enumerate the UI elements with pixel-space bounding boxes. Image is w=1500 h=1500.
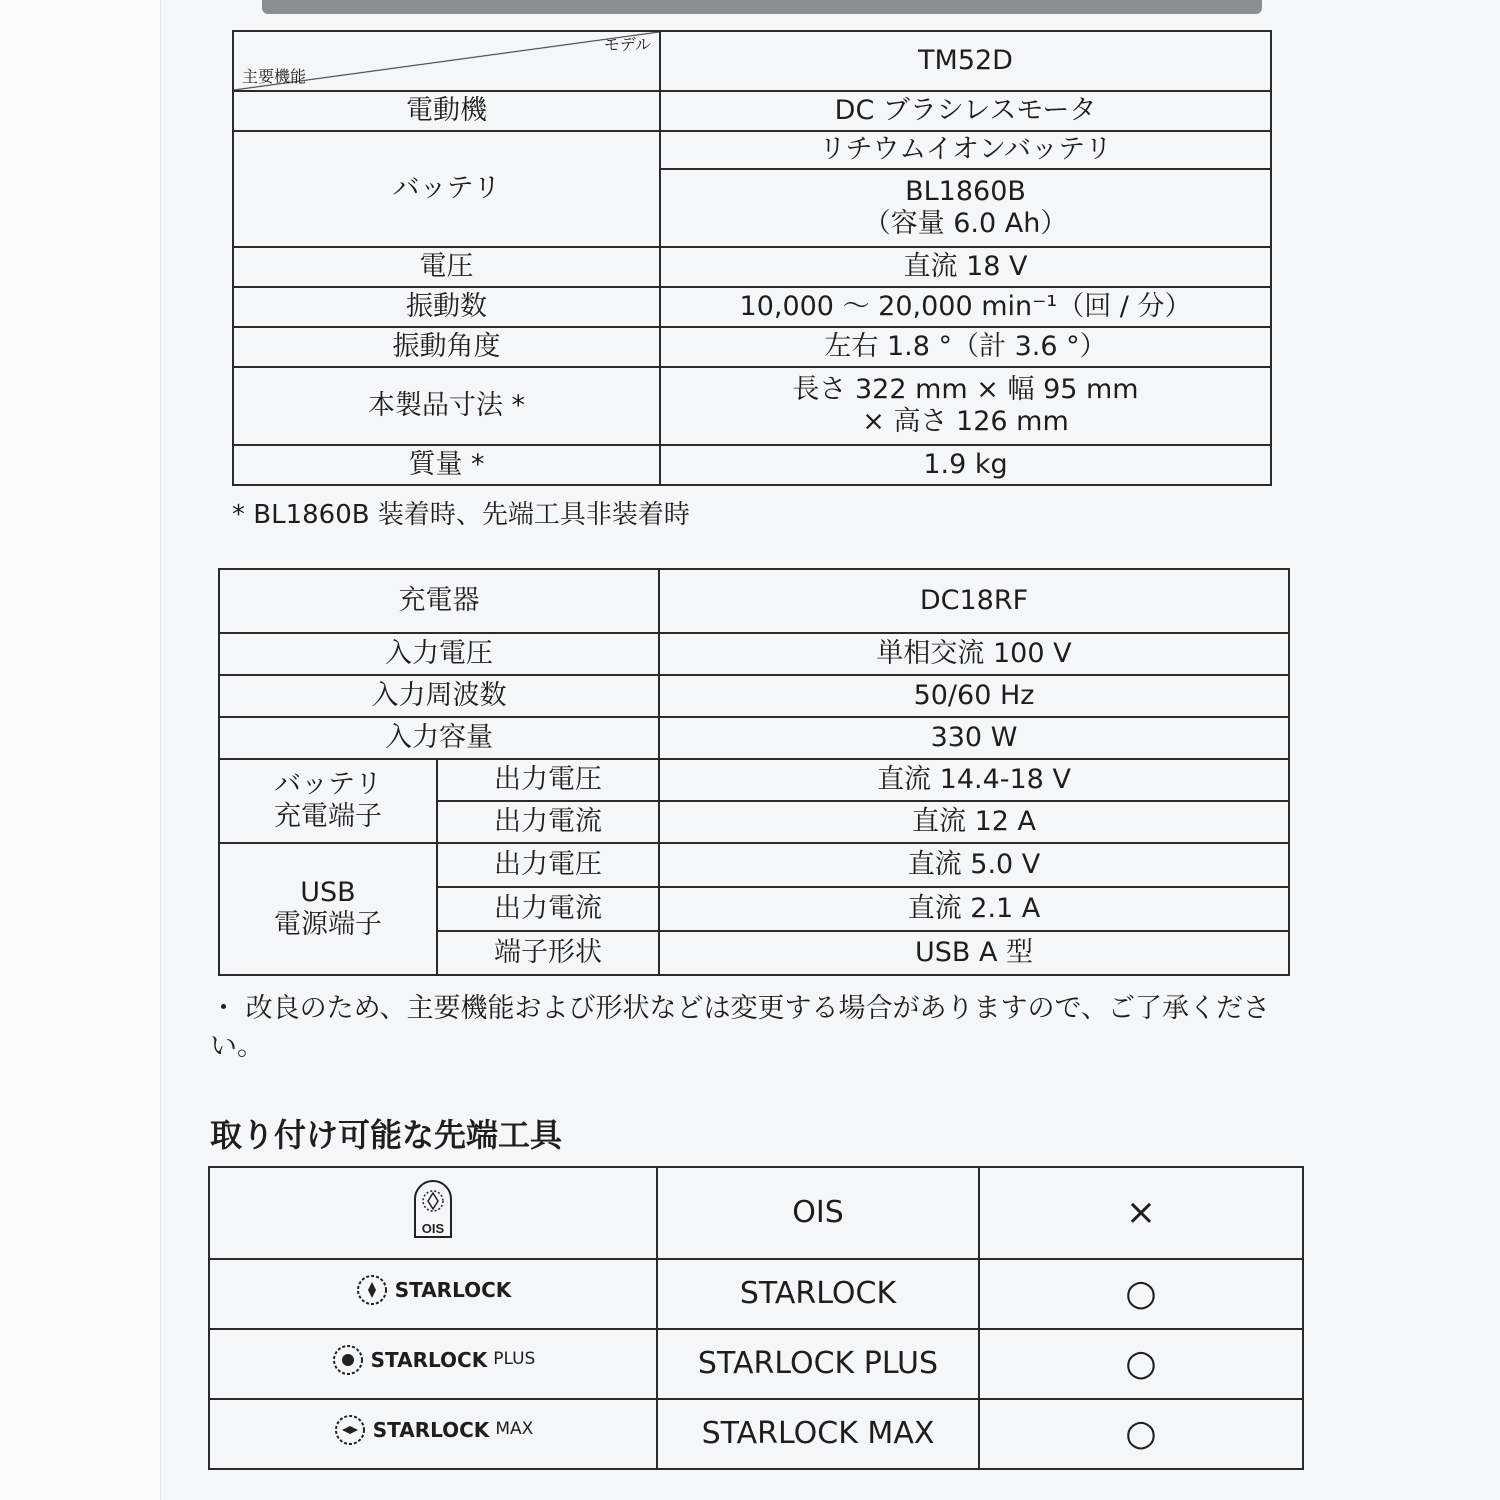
input-voltage-value: 単相交流 100 V [659,633,1289,675]
vibration-label: 振動数 [233,287,660,327]
table-row [233,247,1271,287]
tools-heading: 取り付け可能な先端工具 [210,1116,563,1154]
starlock-logo [355,1273,512,1307]
bt-voltage-label: 出力電圧 [437,759,659,801]
starlock-max-logo-sub: MAX [495,1419,534,1440]
table-row [233,131,1271,169]
ois-logo-cell [209,1167,657,1259]
voltage-value: 直流 18 V [660,247,1271,287]
starlock-logo-text: STARLOCK [394,1277,512,1302]
battery-type: リチウムイオンバッテリ [660,131,1271,169]
starlock-max-logo [333,1413,534,1447]
usb-terminal-line1: USB [300,876,356,908]
usb-terminal-line2: 電源端子 [274,909,382,940]
voltage-label: 電圧 [233,247,660,287]
angle-label: 振動角度 [233,327,660,367]
spec-table [232,30,1272,486]
tools-table [208,1166,1304,1470]
battery-label: バッテリ [233,131,660,247]
table-row [219,675,1289,717]
starlock-plus-logo-text: STARLOCK [370,1347,488,1372]
starlock-plus-logo-sub: PLUS [493,1349,536,1370]
battery-model-cell [660,169,1271,247]
improvement-note: ・ 改良のため、主要機能および形状などは変更する場合がありますので、ご了承ください。 [210,993,1270,1062]
table-row [219,633,1289,675]
vibration-value: 10,000 ～ 20,000 min⁻¹（回 / 分） [660,287,1271,327]
table-row [219,843,1289,887]
starlock-plus-logo-cell [209,1329,657,1399]
starlock-max-mark: ○ [979,1399,1303,1469]
ois-logo [411,1177,455,1241]
usb-current-value: 直流 2.1 A [659,887,1289,931]
starlock-max-logo-cell [209,1399,657,1469]
starlock-max-icon [333,1413,367,1447]
starlock-plus-logo [331,1343,536,1377]
table-row [209,1259,1303,1329]
usb-terminal-label [219,843,437,975]
battery-model: BL1860B [905,175,1026,207]
starlock-name: STARLOCK [657,1259,979,1329]
charger-label: 充電器 [219,569,659,633]
table-row [233,327,1271,367]
starlock-plus-mark: ○ [979,1329,1303,1399]
dims-label: 本製品寸法 * [233,367,660,445]
usb-voltage-label: 出力電圧 [437,843,659,887]
starlock-max-logo-text: STARLOCK [372,1417,490,1442]
table-row [233,287,1271,327]
table-row [209,1399,1303,1469]
model-value: TM52D [660,31,1271,91]
usb-voltage-value: 直流 5.0 V [659,843,1289,887]
mass-label: 質量 * [233,445,660,485]
usb-shape-value: USB A 型 [659,931,1289,975]
battery-terminal-line1: バッテリ [274,768,382,800]
battery-terminal-label [219,759,437,843]
ois-icon [411,1177,455,1241]
input-capacity-label: 入力容量 [219,717,659,759]
dims-line2: × 高さ 126 mm [862,406,1069,437]
mass-value: 1.9 kg [660,445,1271,485]
table-row [233,367,1271,445]
battery-capacity: （容量 6.0 Ah） [863,208,1068,239]
table-row [219,759,1289,801]
table-row [219,569,1289,633]
ois-name: OIS [657,1167,979,1259]
footnote: * BL1860B 装着時、先端工具非装着時 [232,500,690,530]
spec-header-diagonal [233,31,660,91]
input-voltage-label: 入力電圧 [219,633,659,675]
input-frequency-label: 入力周波数 [219,675,659,717]
starlock-plus-icon [331,1343,365,1377]
ois-logo-text: OIS [421,1220,445,1236]
table-row [233,445,1271,485]
model-label: モデル [603,35,651,54]
bt-current-label: 出力電流 [437,801,659,843]
page-edge [0,0,161,1500]
bt-voltage-value: 直流 14.4-18 V [659,759,1289,801]
starlock-max-name: STARLOCK MAX [657,1399,979,1469]
table-row [209,1167,1303,1259]
table-row [219,717,1289,759]
input-frequency-value: 50/60 Hz [659,675,1289,717]
spec-header-row [233,31,1271,91]
top-bar [262,0,1262,14]
starlock-plus-name: STARLOCK PLUS [657,1329,979,1399]
table-row [209,1329,1303,1399]
usb-current-label: 出力電流 [437,887,659,931]
starlock-mark: ○ [979,1259,1303,1329]
charger-table [218,568,1290,976]
usb-shape-label: 端子形状 [437,931,659,975]
charger-model: DC18RF [659,569,1289,633]
ois-mark: × [979,1167,1303,1259]
motor-value: DC ブラシレスモータ [660,91,1271,131]
dims-line1: 長さ 322 mm × 幅 95 mm [792,373,1139,405]
starlock-icon [355,1273,389,1307]
features-label: 主要機能 [242,66,307,86]
starlock-logo-cell [209,1259,657,1329]
battery-terminal-line2: 充電端子 [274,801,382,832]
motor-label: 電動機 [233,91,660,131]
angle-value: 左右 1.8 °（計 3.6 °） [660,327,1271,367]
dims-value [660,367,1271,445]
bt-current-value: 直流 12 A [659,801,1289,843]
table-row [233,91,1271,131]
input-capacity-value: 330 W [659,717,1289,759]
